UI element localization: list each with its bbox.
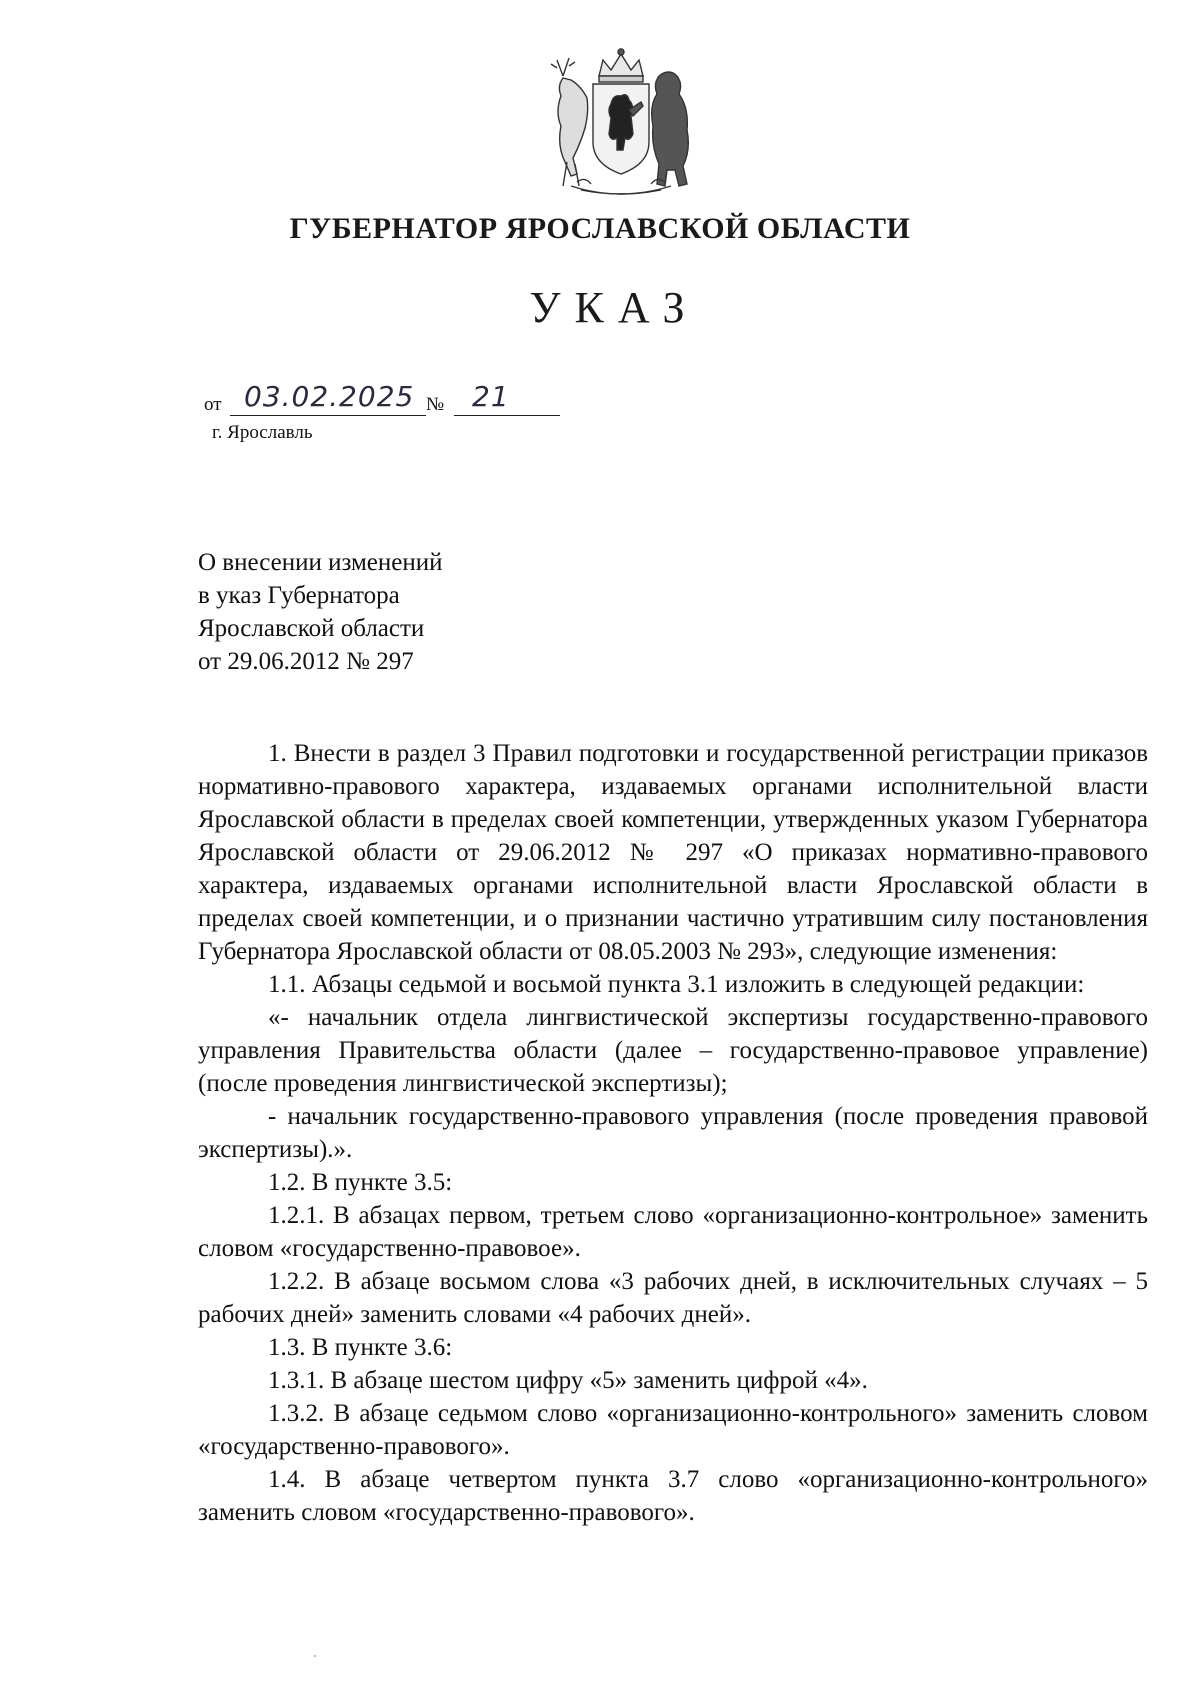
body-paragraph: 1.3. В пункте 3.6: xyxy=(268,1334,453,1361)
registration-line xyxy=(204,380,564,416)
date-prefix: от xyxy=(204,394,222,415)
body-paragraph: - начальник государственно-правового управления (после проведения правовой экспертизы).». xyxy=(198,1103,1148,1163)
body-paragraph: 1.4. В абзаце четвертом пункта 3.7 слово «организационно-контрольного» заменить словом «государственно-правового». xyxy=(198,1466,1148,1526)
city-label: г. Ярославль xyxy=(212,422,313,443)
document-subject xyxy=(198,546,443,678)
subject-line: О внесении изменений xyxy=(198,549,443,576)
subject-line: Ярославской области xyxy=(198,615,425,642)
body-paragraph: 1. Внести в раздел 3 Правил подготовки и государственной регистрации приказов нормативно-правового характера, издаваемых органами исполнительной власти Ярославской области в пределах своей компетенции, утвержденных указом Губернатора Ярославской области от 29.06.2012 № 297 «О приказах нормативно-правового характера, издаваемых органами исполнительной власти Ярославской области в пределах своей компетенции, и о признании частично утратившим силу постановления Губернатора Ярославской области от 08.05.2003 № 293», следующие изменения: xyxy=(198,740,1148,965)
body-paragraph: 1.2. В пункте 3.5: xyxy=(268,1169,453,1196)
subject-line: в указ Губернатора xyxy=(198,582,400,609)
body-paragraph: 1.3.2. В абзаце седьмом слово «организационно-контрольного» заменить словом «государственно-правового». xyxy=(198,1400,1148,1460)
body-paragraph: 1.1. Абзацы седьмой и восьмой пункта 3.1 изложить в следующей редакции: xyxy=(268,971,1085,998)
body-paragraph: «- начальник отдела лингвистической экспертизы государственно-правового управления Правительства области (далее – государственно-правовое управление) (после проведения лингвистической экспертизы); xyxy=(198,1004,1148,1097)
body-paragraph: 1.2.2. В абзаце восьмом слова «3 рабочих дней, в исключительных случаях – 5 рабочих дней» заменить словами «4 рабочих дней». xyxy=(198,1268,1148,1328)
handwritten-number: 21 xyxy=(472,380,510,413)
number-prefix: № xyxy=(426,394,445,415)
number-underline xyxy=(454,415,560,416)
document-type-heading: УКАЗ xyxy=(529,283,699,332)
subject-line: от 29.06.2012 № 297 xyxy=(198,648,414,675)
yaroslavl-coat-of-arms-icon xyxy=(541,46,701,204)
document-body xyxy=(198,737,1148,1529)
body-paragraph: 1.3.1. В абзаце шестом цифру «5» заменить цифрой «4». xyxy=(268,1367,868,1394)
issuing-authority-heading: ГУБЕРНАТОР ЯРОСЛАВСКОЙ ОБЛАСТИ xyxy=(289,212,911,245)
body-paragraph: 1.2.1. В абзацах первом, третьем слово «организационно-контрольное» заменить словом «государственно-правовое». xyxy=(198,1202,1148,1262)
handwritten-date: 03.02.2025 xyxy=(244,380,415,413)
scan-speck xyxy=(314,1655,316,1657)
date-underline xyxy=(230,415,426,416)
